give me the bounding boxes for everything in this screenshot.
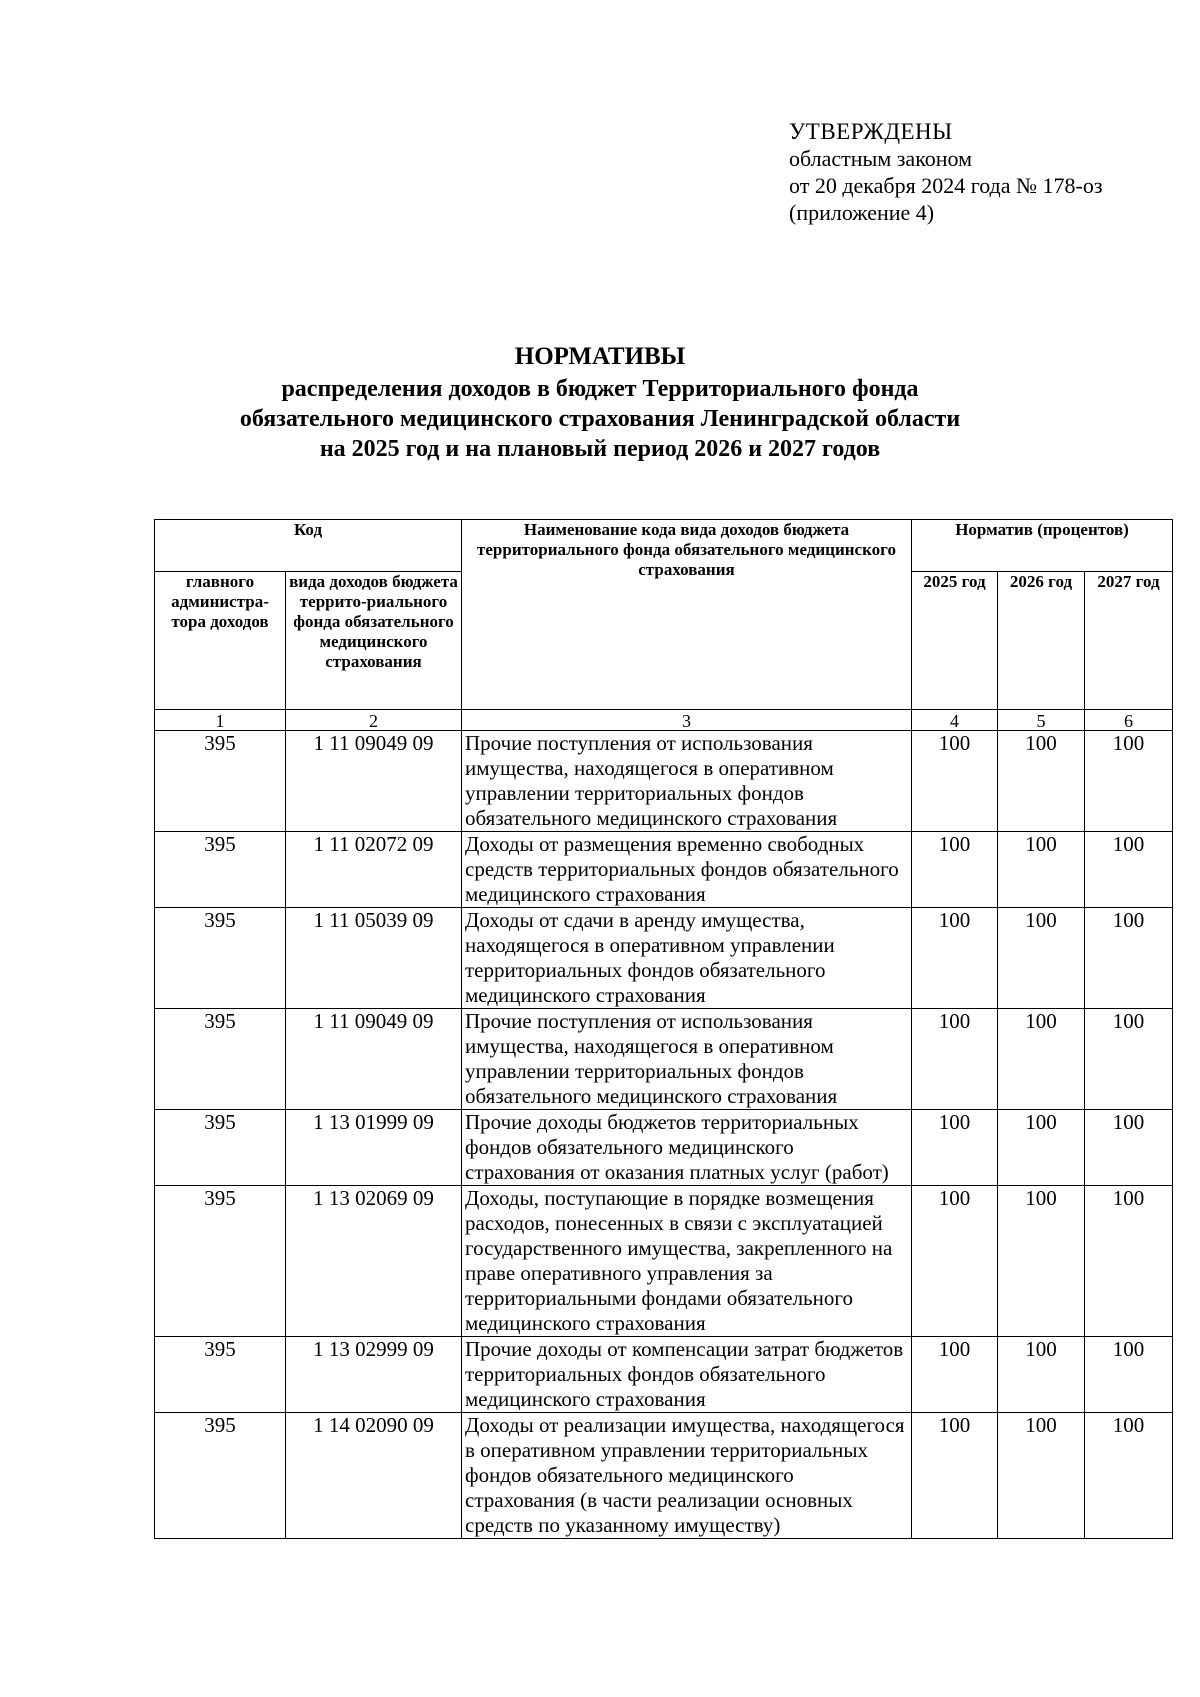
title-line: обязательного медицинского страхования Ленинградской области: [239, 406, 961, 432]
admin-code-cell: 395: [155, 908, 286, 1009]
column-number: 2: [286, 710, 462, 731]
table-row: [155, 1009, 1173, 1110]
norms-table: [154, 519, 1173, 1539]
norm-2027-cell: 100: [1085, 1110, 1173, 1186]
income-code-cell: 1 13 02999 09: [286, 1337, 462, 1413]
norm-2027-cell: 100: [1085, 1186, 1173, 1337]
document-title: [0, 342, 1200, 464]
income-code-cell: 1 11 05039 09: [286, 908, 462, 1009]
income-code-cell: 1 11 09049 09: [286, 1009, 462, 1110]
income-name-cell: Прочие поступления от использования имущества, находящегося в оперативном управлении территориальных фондов обязательного медицинского страхования: [462, 1009, 912, 1110]
table-row: [155, 908, 1173, 1009]
income-name-cell: Доходы от реализации имущества, находящегося в оперативном управлении территориальных фондов обязательного медицинского страхования (в части реализации основных средств по указанному имуществу): [462, 1413, 912, 1539]
norm-2025-cell: 100: [912, 908, 998, 1009]
income-code-cell: 1 14 02090 09: [286, 1413, 462, 1539]
norm-2025-cell: 100: [912, 1110, 998, 1186]
header-year-2027: 2027 год: [1085, 572, 1173, 710]
admin-code-cell: 395: [155, 832, 286, 908]
norm-2026-cell: 100: [998, 1337, 1085, 1413]
column-number-row: [155, 710, 1173, 731]
norm-2025-cell: 100: [912, 731, 998, 832]
income-name-cell: Прочие доходы бюджетов территориальных фондов обязательного медицинского страхования от оказания платных услуг (работ): [462, 1110, 912, 1186]
title-line: НОРМАТИВЫ: [514, 343, 686, 370]
admin-code-cell: 395: [155, 1413, 286, 1539]
norm-2026-cell: 100: [998, 1413, 1085, 1539]
title-line: распределения доходов в бюджет Территориального фонда: [281, 376, 919, 402]
norm-2027-cell: 100: [1085, 908, 1173, 1009]
norm-2027-cell: 100: [1085, 1009, 1173, 1110]
header-income-type: вида доходов бюджета террито-риального фонда обязательного медицинского страхования: [286, 572, 462, 710]
income-code-cell: 1 13 02069 09: [286, 1186, 462, 1337]
income-code-cell: 1 11 09049 09: [286, 731, 462, 832]
table-row: [155, 1337, 1173, 1413]
title-line: на 2025 год и на плановый период 2026 и 2027 годов: [319, 436, 881, 462]
norm-2025-cell: 100: [912, 1337, 998, 1413]
table-row: [155, 731, 1173, 832]
table-row: [155, 1110, 1173, 1186]
norm-2025-cell: 100: [912, 1009, 998, 1110]
header-name: Наименование кода вида доходов бюджета территориального фонда обязательного медицинского страхования: [462, 520, 912, 710]
income-name-cell: Доходы, поступающие в порядке возмещения расходов, понесенных в связи с эксплуатацией государственного имущества, закрепленного на праве оперативного управления за территориальными фондами обязательного медицинского страхования: [462, 1186, 912, 1337]
norm-2027-cell: 100: [1085, 1337, 1173, 1413]
admin-code-cell: 395: [155, 1110, 286, 1186]
income-name-cell: Прочие поступления от использования имущества, находящегося в оперативном управлении территориальных фондов обязательного медицинского страхования: [462, 731, 912, 832]
admin-code-cell: 395: [155, 1009, 286, 1110]
norm-2025-cell: 100: [912, 1413, 998, 1539]
header-admin: главного администра-тора доходов: [155, 572, 286, 710]
norm-2026-cell: 100: [998, 1186, 1085, 1337]
approval-line: (приложение 4): [789, 200, 935, 225]
norm-2026-cell: 100: [998, 908, 1085, 1009]
norm-2026-cell: 100: [998, 1009, 1085, 1110]
approval-heading: УТВЕРЖДЕНЫ: [789, 119, 953, 144]
norm-2026-cell: 100: [998, 1110, 1085, 1186]
table-row: [155, 1413, 1173, 1539]
table-row: [155, 1186, 1173, 1337]
norm-2026-cell: 100: [998, 832, 1085, 908]
table-row: [155, 832, 1173, 908]
column-number: 4: [912, 710, 998, 731]
column-number: 5: [998, 710, 1085, 731]
income-code-cell: 1 13 01999 09: [286, 1110, 462, 1186]
norm-2025-cell: 100: [912, 1186, 998, 1337]
approval-line: от 20 декабря 2024 года № 178-оз: [789, 173, 1103, 198]
norm-2026-cell: 100: [998, 731, 1085, 832]
income-code-cell: 1 11 02072 09: [286, 832, 462, 908]
income-name-cell: Доходы от сдачи в аренду имущества, находящегося в оперативном управлении территориальных фондов обязательного медицинского страхования: [462, 908, 912, 1009]
column-number: 3: [462, 710, 912, 731]
header-norm: Норматив (процентов): [912, 520, 1173, 572]
header-year-2026: 2026 год: [998, 572, 1085, 710]
norm-2025-cell: 100: [912, 832, 998, 908]
header-year-2025: 2025 год: [912, 572, 998, 710]
norm-2027-cell: 100: [1085, 1413, 1173, 1539]
column-number: 6: [1085, 710, 1173, 731]
norm-2027-cell: 100: [1085, 832, 1173, 908]
column-number: 1: [155, 710, 286, 731]
admin-code-cell: 395: [155, 1337, 286, 1413]
income-name-cell: Прочие доходы от компенсации затрат бюджетов территориальных фондов обязательного медицинского страхования: [462, 1337, 912, 1413]
income-name-cell: Доходы от размещения временно свободных средств территориальных фондов обязательного медицинского страхования: [462, 832, 912, 908]
admin-code-cell: 395: [155, 1186, 286, 1337]
norm-2027-cell: 100: [1085, 731, 1173, 832]
approval-line: областным законом: [789, 146, 973, 171]
admin-code-cell: 395: [155, 731, 286, 832]
header-row: [155, 520, 1173, 572]
header-code: Код: [155, 520, 462, 572]
approval-block: [789, 118, 1103, 226]
